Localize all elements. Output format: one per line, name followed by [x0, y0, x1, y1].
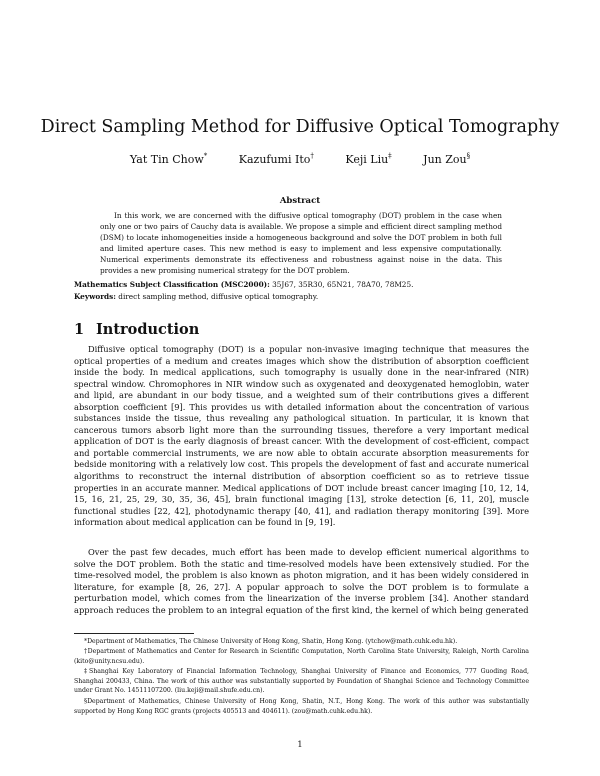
author-name: Yat Tin Chow — [129, 152, 204, 166]
page-number: 1 — [297, 740, 303, 750]
paper-title: Direct Sampling Method for Diffusive Optical Tomography — [40, 117, 560, 137]
author-mark: * — [203, 152, 208, 160]
footnote-rule — [74, 633, 194, 634]
author-2 — [239, 149, 314, 167]
footnote-3: ‡Shanghai Key Laboratory of Financial Information Technology, Shanghai University of Finance and Economics, 777 Guoding Road, Shanghai 200433, China. The work of this author was substantially supported by Foundation of Shanghai Science and Technology Committee under Grant No. 14511107200. (liu.keji@mail.shufe.edu.cn). — [74, 668, 529, 694]
msc-value: 35J67, 35R30, 65N21, 78A70, 78M25. — [272, 280, 414, 289]
author-4 — [423, 149, 470, 167]
keywords-value: direct sampling method, diffusive optical tomography. — [118, 292, 319, 301]
author-1 — [130, 149, 207, 167]
intro-paragraph-2: Over the past few decades, much effort has been made to develop efficient numerical algorithms to solve the DOT problem. Both the static and time-resolved models have been extensively studied. For the time-resolved model, the problem is also known as photon migration, and it has been widely considered in literature, for example [8, 26, 27]. A popular approach to solve the DOT problem is to formulate a perturbation model, which comes from the linearization of the inverse problem [34]. Another standard approach reduces the problem to an integral equation of the first kind, the kernel of which being generated — [74, 547, 529, 615]
author-mark: § — [466, 152, 471, 160]
author-name: Keji Liu — [345, 152, 389, 166]
author-mark: ‡ — [388, 152, 392, 160]
msc-label: Mathematics Subject Classification (MSC2000): — [74, 280, 270, 289]
section-heading — [74, 321, 199, 339]
section-title: Introduction — [96, 321, 200, 338]
section-number: 1 — [74, 321, 85, 338]
author-mark: † — [310, 152, 314, 160]
intro-paragraph-1: Diffusive optical tomography (DOT) is a popular non-invasive imaging technique that measures the optical properties of a medium and creates images which show the distribution of absorption coefficient inside the body. In medical applications, such tomography is usually done in the near-infrared (NIR) spectral window. Chromophores in NIR window such as oxygenated and deoxygenated hemoglobin, water and lipid, are abundant in our body tissue, and a weighted sum of their contributions gives a different absorption coefficient [9]. This provides us with detailed information about the concentration of various substances inside the tissue, thus revealing any pathological situation. In particular, it is known that cancerous tumors absorb light more than the surrounding tissues, therefore a very important medical application of DOT is the early diagnosis of breast cancer. With the development of cost-efficient, compact and portable commercial instruments, we are now able to obtain accurate absorption measurements for bedside monitoring with a relatively low cost. This propels the development of fast and accurate numerical algorithms to reconstruct the internal distribution of absorption coefficient so as to retrieve tissue properties in an accurate manner. Medical applications of DOT include breast cancer imaging [10, 12, 14, 15, 16, 21, 25, 29, 30, 35, 36, 45], brain functional imaging [13], stroke detection [6, 11, 20], muscle functional studies [22, 42], photodynamic therapy [40, 41], and radiation therapy monitoring [39]. More information about medical application can be found in [9, 19]. — [74, 344, 529, 528]
author-list — [40, 149, 560, 167]
keywords-label: Keywords: — [74, 292, 116, 301]
author-name: Jun Zou — [423, 152, 467, 166]
author-3 — [345, 149, 391, 167]
keywords-line — [74, 291, 529, 302]
abstract-text: In this work, we are concerned with the diffusive optical tomography (DOT) problem in the case when only one or two pairs of Cauchy data is available. We propose a simple and efficient direct sampling method (DSM) to locate inhomogeneities inside a homogeneous background and solve the DOT problem in both full and limited aperture cases. This new method is easy to implement and less expensive computationally. Numerical experiments demonstrate its effectiveness and robustness against noise in the data. This provides a new promising numerical strategy for the DOT problem. — [100, 211, 502, 276]
author-name: Kazufumi Ito — [238, 152, 311, 166]
footnote-4: §Department of Mathematics, Chinese University of Hong Kong, Shatin, N.T., Hong Kong. The work of this author was substantially supported by Hong Kong RGC grants (projects 405513 and 404611). (zou@math.cuhk.edu.hk). — [74, 698, 529, 715]
abstract-heading: Abstract — [279, 196, 321, 206]
footnote-1: *Department of Mathematics, The Chinese University of Hong Kong, Shatin, Hong Kong. (ytchow@math.cuhk.edu.hk). — [84, 638, 458, 645]
msc-line — [74, 279, 529, 290]
footnote-2: †Department of Mathematics and Center for Research in Scientific Computation, North Carolina State University, Raleigh, North Carolina (kito@unity.ncsu.edu). — [74, 648, 529, 665]
